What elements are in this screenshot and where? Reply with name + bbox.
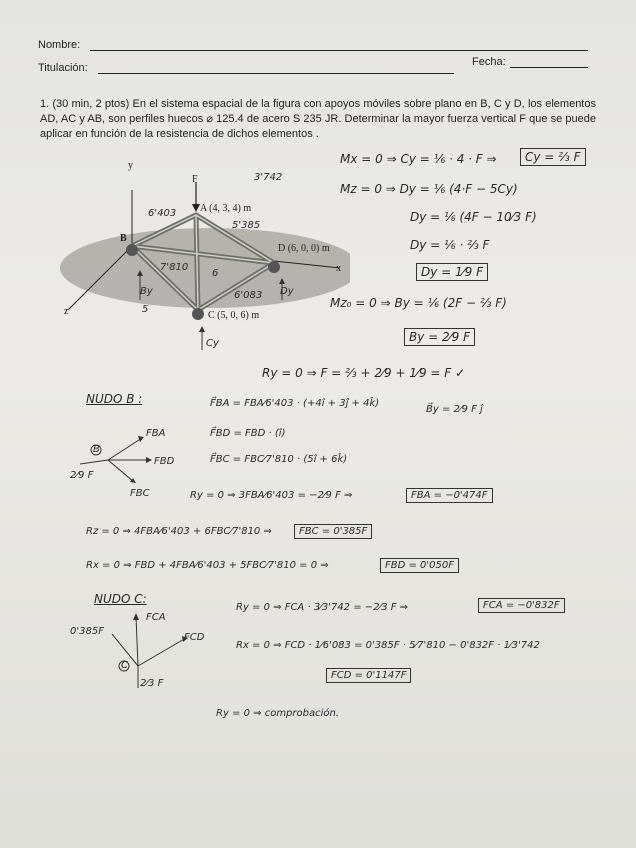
hw-6: 6 <box>212 268 219 279</box>
eq-rz-b-result: FBC = 0'385F <box>294 524 372 539</box>
hw-by: By <box>140 286 153 297</box>
date-label: Fecha: <box>472 56 506 68</box>
hw-cy: Cy <box>206 338 219 349</box>
nudo-c-left-force: 0'385F <box>70 626 104 637</box>
name-label: Nombre: <box>38 39 81 51</box>
eq-rx-b-result: FBD = 0'050F <box>380 558 459 573</box>
fig-axis-y: y <box>128 160 133 171</box>
by-vector: B⃗y = 2⁄9 F ĵ <box>426 404 483 415</box>
eq-ry-b: Ry = 0 ⇒ 3FBA⁄6'403 = −2⁄9 F ⇒ <box>190 490 353 501</box>
fig-axis-x: x <box>336 263 341 274</box>
problem-statement: 1. (30 min, 2 ptos) En el sistema espacial de la figura con apoyos móviles sobre plano en B, C y D, los elementos AD, AC y AB, son perfiles huecos ⌀ 125.4 de acero S 235 JR. Determinar la mayor fuerza vertical F que se puede aplicar en función de la resistencia de dichos elementos . <box>40 98 596 140</box>
degree-label: Titulación: <box>38 62 88 74</box>
nudo-b-circle-label: B <box>93 444 100 455</box>
nudo-c-fca-label: FCA <box>146 612 166 623</box>
nudo-b-fbd-label: FBD <box>154 456 175 467</box>
fig-point-a: A (4, 3, 4) m <box>200 203 252 214</box>
sol-dy-1: Dy = ⅙ (4F − 10⁄3 F) <box>410 210 537 224</box>
hw-len-ad: 5'385 <box>232 220 261 231</box>
nudo-c-force: 2⁄3 F <box>140 678 164 689</box>
nudo-b-force: 2⁄9 F <box>70 470 94 481</box>
eq-rx-b: Rx = 0 ⇒ FBD + 4FBA⁄6'403 + 5FBC⁄7'810 = 0 ⇒ <box>86 560 329 571</box>
hw-len-ab: 6'403 <box>148 208 177 219</box>
date-line <box>510 67 588 68</box>
nudo-b-fba-label: FBA <box>146 428 166 439</box>
support-plane <box>60 228 350 308</box>
eq-check: Ry = 0 ⇒ comprobación. <box>216 708 340 719</box>
sol-ry: Ry = 0 ⇒ F = ⅔ + 2⁄9 + 1⁄9 = F ✓ <box>262 366 466 380</box>
hw-5: 5 <box>142 304 149 315</box>
fig-force: F <box>192 174 198 185</box>
fig-point-d: D (6, 0, 0) m <box>278 243 330 254</box>
sol-mx: Mx = 0 ⇒ Cy = ⅙ · 4 · F ⇒ <box>340 152 497 166</box>
nudo-c-title: NUDO C: <box>94 592 147 606</box>
support-c <box>192 308 204 320</box>
fbc-vector: F⃗BC = FBC⁄7'810 · (5î + 6k̂) <box>210 454 348 465</box>
fba-vector: F⃗BA = FBA⁄6'403 · (+4î + 3ĵ + 4k̂) <box>210 398 380 409</box>
fig-axis-z: z <box>64 306 69 317</box>
fig-point-b: B <box>120 233 127 244</box>
eq-ry-c: Ry = 0 ⇒ FCA · 3⁄3'742 = −2⁄3 F ⇒ <box>236 602 409 613</box>
sol-mz0: Mz₀ = 0 ⇒ By = ⅙ (2F − ⅔ F) <box>330 296 507 310</box>
hw-len-cd: 6'083 <box>234 290 263 301</box>
support-b <box>126 244 138 256</box>
eq-rx-c: Rx = 0 ⇒ FCD · 1⁄6'083 = 0'385F · 5⁄7'810 − 0'832F · 1⁄3'742 <box>236 640 540 651</box>
hw-dy: Dy <box>280 286 294 297</box>
name-line <box>90 50 588 51</box>
fbd-vector: F⃗BD = FBD · (î) <box>210 428 286 439</box>
sol-by-result: By = 2⁄9 F <box>404 328 475 346</box>
nudo-b-fbc-label: FBC <box>130 488 150 499</box>
eq-ry-c-result: FCA = −0'832F <box>478 598 565 613</box>
eq-ry-b-result: FBA = −0'474F <box>406 488 493 503</box>
truss-figure <box>60 160 350 360</box>
nudo-c-circle-label: C <box>121 660 128 671</box>
hw-len-ac: 3'742 <box>254 172 283 183</box>
nudo-c-fcd-label: FCD <box>184 632 205 643</box>
sol-dy-2: Dy = ⅙ · ⅔ F <box>410 238 490 252</box>
support-d <box>268 261 280 273</box>
nudo-b-title: NUDO B : <box>86 392 143 406</box>
fig-point-c: C (5, 0, 6) m <box>208 310 260 321</box>
hw-len-bc: 7'810 <box>160 262 189 273</box>
sol-dy-result: Dy = 1⁄9 F <box>416 263 488 281</box>
sol-mz: Mz = 0 ⇒ Dy = ⅙ (4·F − 5Cy) <box>340 182 518 196</box>
eq-fcd-result: FCD = 0'1147F <box>326 668 411 683</box>
degree-line <box>98 73 454 74</box>
sol-cy-result: Cy = ⅔ F <box>520 148 586 166</box>
eq-rz-b: Rz = 0 ⇒ 4FBA⁄6'403 + 6FBC⁄7'810 ⇒ <box>86 526 272 537</box>
